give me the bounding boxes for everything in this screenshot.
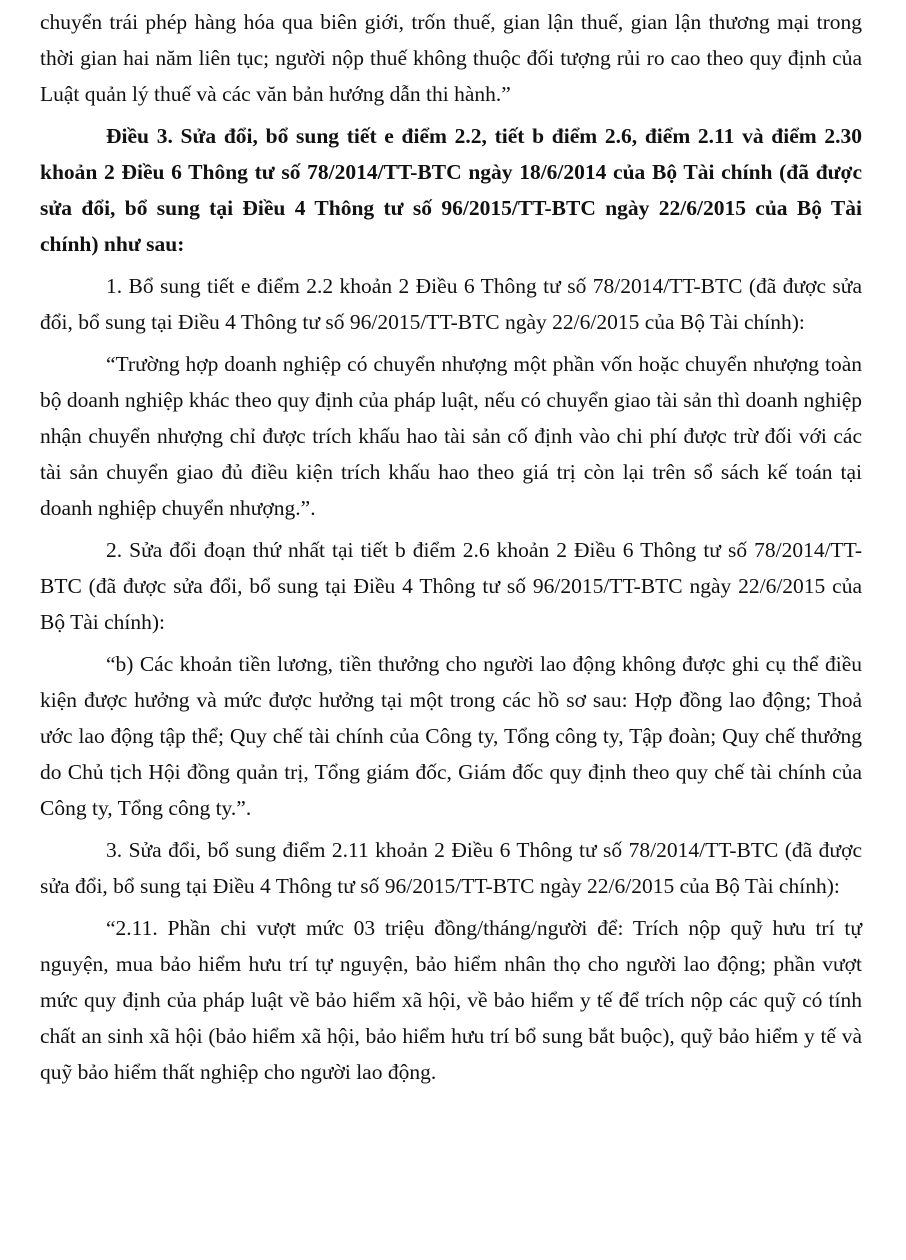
paragraph-continuation: chuyển trái phép hàng hóa qua biên giới, trốn thuế, gian lận thuế, gian lận thương mại trong thời gian hai năm liên tục; người nộp thuế không thuộc đối tượng rủi ro cao theo quy định của Luật quản lý thuế và các văn bản hướng dẫn thi hành.” — [40, 10, 862, 106]
clause-3: 3. Sửa đổi, bổ sung điểm 2.11 khoản 2 Điều 6 Thông tư số 78/2014/TT-BTC (đã được sửa đổi, bổ sung tại Điều 4 Thông tư số 96/2015/TT-BTC ngày 22/6/2015 của Bộ Tài chính): — [40, 838, 862, 898]
article-3-heading: Điều 3. Sửa đổi, bổ sung tiết e điểm 2.2, tiết b điểm 2.6, điểm 2.11 và điểm 2.30 khoản 2 Điều 6 Thông tư số 78/2014/TT-BTC ngày 18/6/2014 của Bộ Tài chính (đã được sửa đổi, bổ sung tại Điều 4 Thông tư số 96/2015/TT-BTC ngày 22/6/2015 của Bộ Tài chính) như sau: — [40, 124, 862, 256]
clause-2-quote: “b) Các khoản tiền lương, tiền thưởng cho người lao động không được ghi cụ thể điều kiện được hưởng và mức được hưởng tại một trong các hồ sơ sau: Hợp đồng lao động; Thoả ước lao động tập thể; Quy chế tài chính của Công ty, Tổng công ty, Tập đoàn; Quy chế thưởng do Chủ tịch Hội đồng quản trị, Tổng giám đốc, Giám đốc quy định theo quy chế tài chính của Công ty, Tổng công ty.”. — [40, 652, 862, 820]
clause-1: 1. Bổ sung tiết e điểm 2.2 khoản 2 Điều 6 Thông tư số 78/2014/TT-BTC (đã được sửa đổi, bổ sung tại Điều 4 Thông tư số 96/2015/TT-BTC ngày 22/6/2015 của Bộ Tài chính): — [40, 274, 862, 334]
clause-3-quote: “2.11. Phần chi vượt mức 03 triệu đồng/tháng/người để: Trích nộp quỹ hưu trí tự nguyện, mua bảo hiểm hưu trí tự nguyện, bảo hiểm nhân thọ cho người lao động; phần vượt mức quy định của pháp luật về bảo hiểm xã hội, về bảo hiểm y tế để trích nộp các quỹ có tính chất an sinh xã hội (bảo hiểm xã hội, bảo hiểm hưu trí bổ sung bắt buộc), quỹ bảo hiểm y tế và quỹ bảo hiểm thất nghiệp cho người lao động. — [40, 916, 862, 1084]
clause-1-quote: “Trường hợp doanh nghiệp có chuyển nhượng một phần vốn hoặc chuyển nhượng toàn bộ doanh nghiệp khác theo quy định của pháp luật, nếu có chuyển giao tài sản thì doanh nghiệp nhận chuyển nhượng chỉ được trích khấu hao tài sản cố định vào chi phí được trừ đối với các tài sản chuyển giao đủ điều kiện trích khấu hao theo giá trị còn lại trên sổ sách kế toán tại doanh nghiệp chuyển nhượng.”. — [40, 352, 862, 520]
clause-2: 2. Sửa đổi đoạn thứ nhất tại tiết b điểm 2.6 khoản 2 Điều 6 Thông tư số 78/2014/TT-BTC (đã được sửa đổi, bổ sung tại Điều 4 Thông tư số 96/2015/TT-BTC ngày 22/6/2015 của Bộ Tài chính): — [40, 538, 862, 634]
